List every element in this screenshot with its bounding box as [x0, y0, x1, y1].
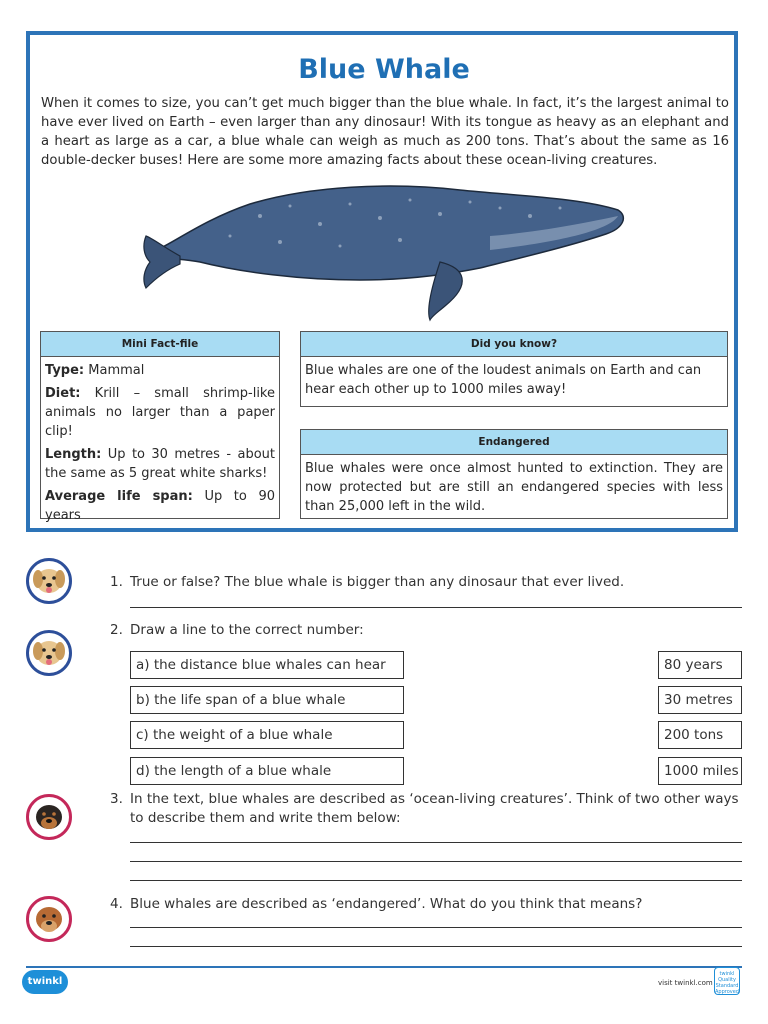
- q3-answer-line[interactable]: [130, 842, 742, 843]
- fact-lifespan: Average life span: Up to 90 years: [45, 489, 275, 523]
- visit-link[interactable]: visit twinkl.com: [658, 979, 713, 987]
- endangered-text: Blue whales were once almost hunted to extinction. They are now protected but are still an endangered species with less than 25,000 left in the wild.: [305, 461, 723, 514]
- q4-text: Blue whales are described as ‘endangered’. What do you think that means?: [130, 896, 643, 912]
- dog-avatar-icon: [26, 630, 72, 676]
- match-right-3[interactable]: 200 tons: [658, 721, 742, 749]
- fact-length: Length: Up to 30 metres - about the same as 5 great white sharks!: [45, 447, 275, 481]
- blue-whale-illustration: [140, 176, 630, 326]
- q3-number: 3.: [110, 791, 123, 807]
- fact-type: Type: Mammal: [45, 363, 145, 378]
- q1-answer-line[interactable]: [130, 607, 742, 608]
- match-left-c[interactable]: c) the weight of a blue whale: [130, 721, 404, 749]
- q4-answer-line[interactable]: [130, 927, 742, 928]
- did-you-know-heading: Did you know?: [301, 332, 727, 357]
- q4-number: 4.: [110, 896, 123, 912]
- page-title: Blue Whale: [298, 54, 470, 85]
- fact-file-heading: Mini Fact-file: [41, 332, 279, 357]
- terrier-avatar-icon: [26, 896, 72, 942]
- quality-badge-icon: twinkl Quality Standard Approved: [714, 967, 740, 995]
- footer-divider: [26, 966, 742, 968]
- q3-answer-line[interactable]: [130, 880, 742, 881]
- intro-paragraph: When it comes to size, you can’t get much bigger than the blue whale. In fact, it’s the largest animal to have ever lived on Earth – even larger than any dinosaur! With its tongue as heavy as an elephant and a heart as large as a car, a blue whale can weigh as much as 200 tons. That’s about the same as 16 double-decker buses! Here are some more amazing facts about these ocean-living creatures.: [41, 96, 729, 168]
- fact-diet: Diet: Krill – small shrimp-like animals no larger than a paper clip!: [45, 386, 275, 439]
- mini-fact-file: [40, 331, 280, 523]
- match-right-1[interactable]: 80 years: [658, 651, 742, 679]
- endangered-box: [300, 429, 728, 519]
- rottweiler-avatar-icon: [26, 794, 72, 840]
- did-you-know-box: [300, 331, 728, 407]
- endangered-heading: Endangered: [301, 430, 727, 455]
- q4-answer-line[interactable]: [130, 946, 742, 947]
- q1-number: 1.: [110, 574, 123, 590]
- q3-answer-line[interactable]: [130, 861, 742, 862]
- match-right-4[interactable]: 1000 miles: [658, 757, 742, 785]
- q1-text: True or false? The blue whale is bigger than any dinosaur that ever lived.: [130, 574, 625, 590]
- q2-number: 2.: [110, 622, 123, 638]
- q2-text: Draw a line to the correct number:: [130, 622, 364, 638]
- match-right-2[interactable]: 30 metres: [658, 686, 742, 714]
- match-left-a[interactable]: a) the distance blue whales can hear: [130, 651, 404, 679]
- match-left-b[interactable]: b) the life span of a blue whale: [130, 686, 404, 714]
- did-you-know-text: Blue whales are one of the loudest animals on Earth and can hear each other up to 1000 miles away!: [305, 363, 702, 397]
- match-left-d[interactable]: d) the length of a blue whale: [130, 757, 404, 785]
- q3-text: In the text, blue whales are described as ‘ocean-living creatures’. Think of two other ways to describe them and write them below:: [130, 791, 739, 826]
- twinkl-logo[interactable]: twinkl: [22, 970, 68, 994]
- dog-avatar-icon: [26, 558, 72, 604]
